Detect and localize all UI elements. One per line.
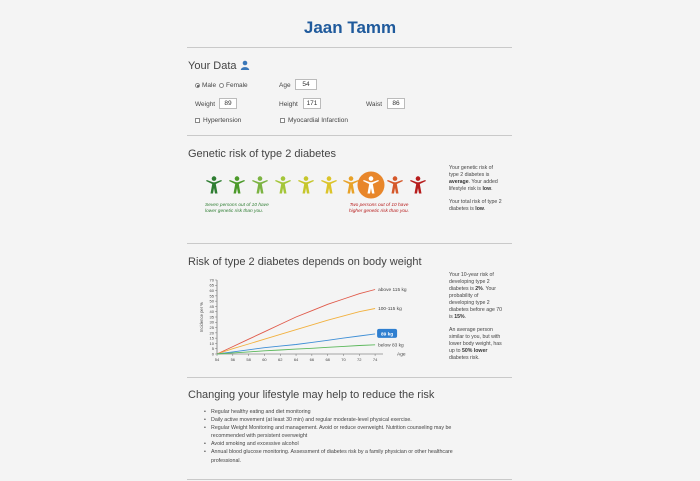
x-tick-label: 64 [293,357,299,362]
person-icon [386,176,404,194]
y-tick-label: 35 [209,314,214,320]
total-risk-level: low [475,206,484,212]
weight-summary-line: developing type 2 [449,300,490,306]
person-icon-you [357,171,385,199]
x-tick-label: 56 [230,357,236,362]
genetic-summary-text: . [483,206,486,212]
age-label: Age [279,82,291,89]
hypertension-label: Hypertension [203,117,242,124]
genetic-summary-text: . [491,186,493,192]
ten-year-risk-value: 2% [475,286,483,292]
weight-summary-text: . [464,314,467,320]
weight-summary-line: probability of [449,293,479,299]
person-icon [274,176,292,194]
person-head [281,176,286,181]
person-icon [297,176,315,194]
genetic-summary-line: type 2 diabetes is [449,172,490,178]
female-label: Female [226,82,248,89]
weight-summary-line: Your 10-year risk of [449,272,494,278]
y-tick-label: 70 [209,277,214,283]
lifestyle-tip: • Avoid smoking and excessive alcohol [204,440,474,448]
divider [187,135,512,136]
x-tick-label: 68 [325,357,330,362]
person-icon [205,176,223,194]
genetic-risk-level: average [449,179,469,185]
person-body [206,180,222,194]
y-tick-label: 25 [209,324,214,330]
note-higher-risk [349,203,409,215]
x-tick-label: 54 [214,357,220,362]
note-lower-line2: lower genetic risk than you. [205,209,264,214]
x-tick-label: 62 [278,357,283,362]
genetic-summary-line [449,179,517,186]
y-tick-label: 5 [211,346,214,352]
page-title: Jaan Tamm [303,18,397,37]
x-tick-label: 58 [246,357,251,362]
person-body [298,180,314,194]
weight-input[interactable]: 89 [219,98,237,109]
risk-figures [205,172,425,200]
person-body [321,180,337,194]
y-tick-label: 45 [209,303,214,309]
infarction-checkbox[interactable] [280,118,285,123]
person-head [349,176,354,181]
genetic-summary-line [449,186,517,193]
height-label: Height [279,101,298,108]
person-head [212,176,217,181]
x-tick-label: 66 [309,357,315,362]
x-tick-label: 74 [372,357,378,362]
y-tick-label: 60 [209,287,214,293]
divider [187,243,512,244]
person-body [252,180,268,194]
waist-input[interactable]: 86 [387,98,405,109]
weight-summary-text: is [449,314,453,320]
your-data-title [188,60,250,72]
infarction-label: Myocardial Infarction [288,117,348,124]
genetic-summary-line: Your genetic risk of [449,165,493,171]
person-icon [251,176,269,194]
height-input[interactable]: 171 [303,98,321,109]
genetic-summary-line [449,206,517,213]
weight-summary-line: lower body weight, has [449,341,502,347]
note-higher-line2: higher genetic risk than you. [349,209,409,214]
waist-label: Waist [366,101,383,108]
y-tick-label: 10 [209,340,214,346]
weight-summary-text: diabetes is [449,286,474,292]
person-body [410,180,426,194]
person-head [416,176,421,181]
series-label: above 115 kg [378,288,407,294]
lifestyle-risk-level: low [482,186,492,192]
series-label: 100-115 kg [378,307,402,313]
person-head [369,176,374,181]
weight-summary-line: developing type 2 [449,279,490,285]
age-input[interactable]: 54 [295,79,317,90]
lifestyle-tip: • Annual blood glucose monitoring. Assessment of diabetes risk by a family physician or other healthcare professional. [204,448,474,464]
divider [187,377,512,378]
lifestyle-tip: • Daily active movement (at least 30 min) and regular moderate-level physical exercise. [204,416,474,424]
person-icon [320,176,338,194]
weight-summary-text: up to [449,348,461,354]
x-axis-label: Age [397,352,406,358]
person-head [393,176,398,181]
weight-summary-line [449,348,517,355]
y-axis-label: Incidence per % [199,301,204,333]
y-tick-label: 50 [209,298,214,304]
lifestyle-title: Changing your lifestyle may help to reduce the risk [188,389,435,401]
weight-summary-line: An average person [449,327,493,333]
male-label: Male [202,82,217,89]
female-radio[interactable] [219,83,224,88]
person-icon [409,176,427,194]
y-tick-label: 30 [209,319,214,325]
y-tick-label: 40 [209,309,214,315]
genetic-summary-line: Your total risk of type 2 [449,199,502,205]
genetic-summary [449,165,517,213]
male-radio[interactable] [195,83,200,88]
y-tick-label: 20 [209,330,214,336]
risk-before-70-value: 15% [454,314,465,320]
person-head [235,176,240,181]
y-tick-label: 15 [209,335,214,341]
genetic-summary-text: diabetes is [449,206,474,212]
note-lower-risk [205,203,269,215]
person-body [387,180,403,194]
genetic-summary-text: lifestyle risk is [449,186,481,192]
note-higher-line1: Two persons out of 10 have [349,203,409,208]
note-lower-line1: Seven persons out of 10 have [205,203,269,208]
weight-risk-chart [190,272,435,364]
weight-summary-line: diabetes risk. [449,355,480,361]
person-head [258,176,263,181]
your-data-title-text: Your Data [188,60,237,72]
divider [187,479,512,480]
y-tick-label: 0 [211,351,214,357]
genetic-summary-text: . Your added [468,179,498,185]
person-icon [228,176,246,194]
person-head [327,176,332,181]
x-tick-label: 72 [357,357,362,362]
series-line [217,334,375,354]
person-head [304,176,309,181]
lower-risk-value: 50% lower [462,348,488,354]
weight-summary-line [449,286,517,293]
weight-label: Weight [195,101,216,108]
series-label: below 83 kg [378,343,404,349]
weight-summary [449,272,517,362]
weight-summary-line: similar to you, but with [449,334,501,340]
lifestyle-tip: • Regular Weight Monitoring and management. Avoid or reduce overweight. Nutrition counseling may be recommended with persistent overweight [204,424,474,440]
weight-risk-title: Risk of type 2 diabetes depends on body weight [188,256,422,268]
person-body [229,180,245,194]
x-tick-label: 70 [341,357,346,362]
series-label: 89 kg [380,332,394,338]
weight-summary-line: diabetes before age 70 [449,307,503,313]
hypertension-checkbox[interactable] [195,118,200,123]
user-icon [240,60,250,70]
x-tick-label: 60 [262,357,267,362]
genetic-risk-title: Genetic risk of type 2 diabetes [188,148,336,160]
y-tick-label: 65 [209,282,214,288]
weight-summary-line [449,314,517,321]
series-line [217,309,375,355]
divider [187,47,512,48]
lifestyle-tip: • Regular healthy eating and diet monitoring [204,408,474,416]
person-body [275,180,291,194]
weight-summary-text: . Your [482,286,497,292]
lifestyle-tips-list [204,408,474,465]
y-tick-label: 55 [209,293,214,299]
